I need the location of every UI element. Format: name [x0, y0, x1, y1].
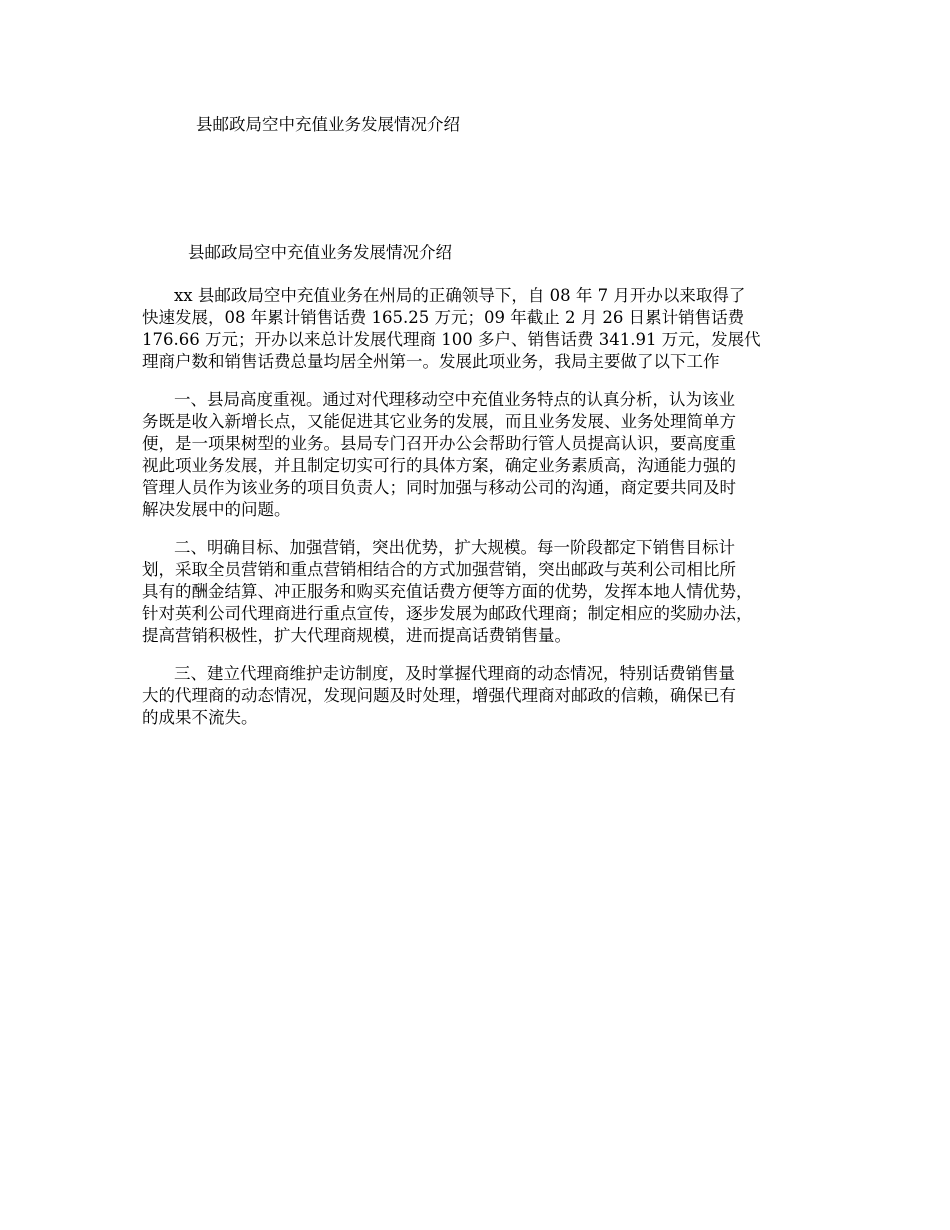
paragraph-line: 大的代理商的动态情况，发现问题及时处理，增强代理商对邮政的信赖，确保已有 — [142, 686, 736, 705]
paragraph-section-1 — [142, 389, 736, 521]
paragraph-line: 具有的酬金结算、冲正服务和购买充值话费方便等方面的优势，发挥本地人情优势， — [142, 582, 753, 601]
paragraph-line: 针对英利公司代理商进行重点宣传，逐步发展为邮政代理商；制定相应的奖励办法， — [142, 604, 753, 623]
paragraph-line: 的成果不流失。 — [142, 708, 258, 727]
paragraph-section-2 — [142, 537, 753, 647]
paragraph-line: 理商户数和销售话费总量均居全州第一。发展此项业务，我局主要做了以下工作 — [142, 352, 720, 371]
paragraph-intro — [142, 285, 761, 373]
paragraph-line: xx 县邮政局空中充值业务在州局的正确领导下，自 08 年 7 月开办以来取得了 — [174, 286, 746, 305]
document-title: 县邮政局空中充值业务发展情况介绍 — [188, 243, 452, 262]
paragraph-line: 提高营销积极性，扩大代理商规模，进而提高话费销售量。 — [142, 626, 571, 645]
paragraph-line: 务既是收入新增长点，又能促进其它业务的发展，而且业务发展、业务处理简单方 — [142, 412, 736, 431]
paragraph-line: 快速发展，08 年累计销售话费 165.25 万元；09 年截止 2 月 26 日累计销售话费 — [142, 308, 745, 327]
paragraph-line: 176.66 万元；开办以来总计发展代理商 100 多户、销售话费 341.91 万元，发展代 — [142, 330, 761, 349]
paragraph-section-3 — [142, 663, 736, 729]
paragraph-line: 解决发展中的问题。 — [142, 500, 291, 519]
paragraph-line: 三、建立代理商维护走访制度，及时掌握代理商的动态情况，特别话费销售量 — [174, 664, 735, 683]
paragraph-line: 便，是一项果树型的业务。县局专门召开办公会帮助行管人员提高认识，要高度重 — [142, 434, 736, 453]
paragraph-line: 二、明确目标、加强营销，突出优势，扩大规模。每一阶段都定下销售目标计 — [174, 538, 735, 557]
header-title: 县邮政局空中充值业务发展情况介绍 — [196, 115, 460, 134]
paragraph-line: 视此项业务发展，并且制定切实可行的具体方案，确定业务素质高，沟通能力强的 — [142, 456, 736, 475]
paragraph-line: 划，采取全员营销和重点营销相结合的方式加强营销，突出邮政与英利公司相比所 — [142, 560, 736, 579]
paragraph-line: 管理人员作为该业务的项目负责人；同时加强与移动公司的沟通，商定要共同及时 — [142, 478, 736, 497]
paragraph-line: 一、县局高度重视。通过对代理移动空中充值业务特点的认真分析，认为该业 — [174, 390, 735, 409]
